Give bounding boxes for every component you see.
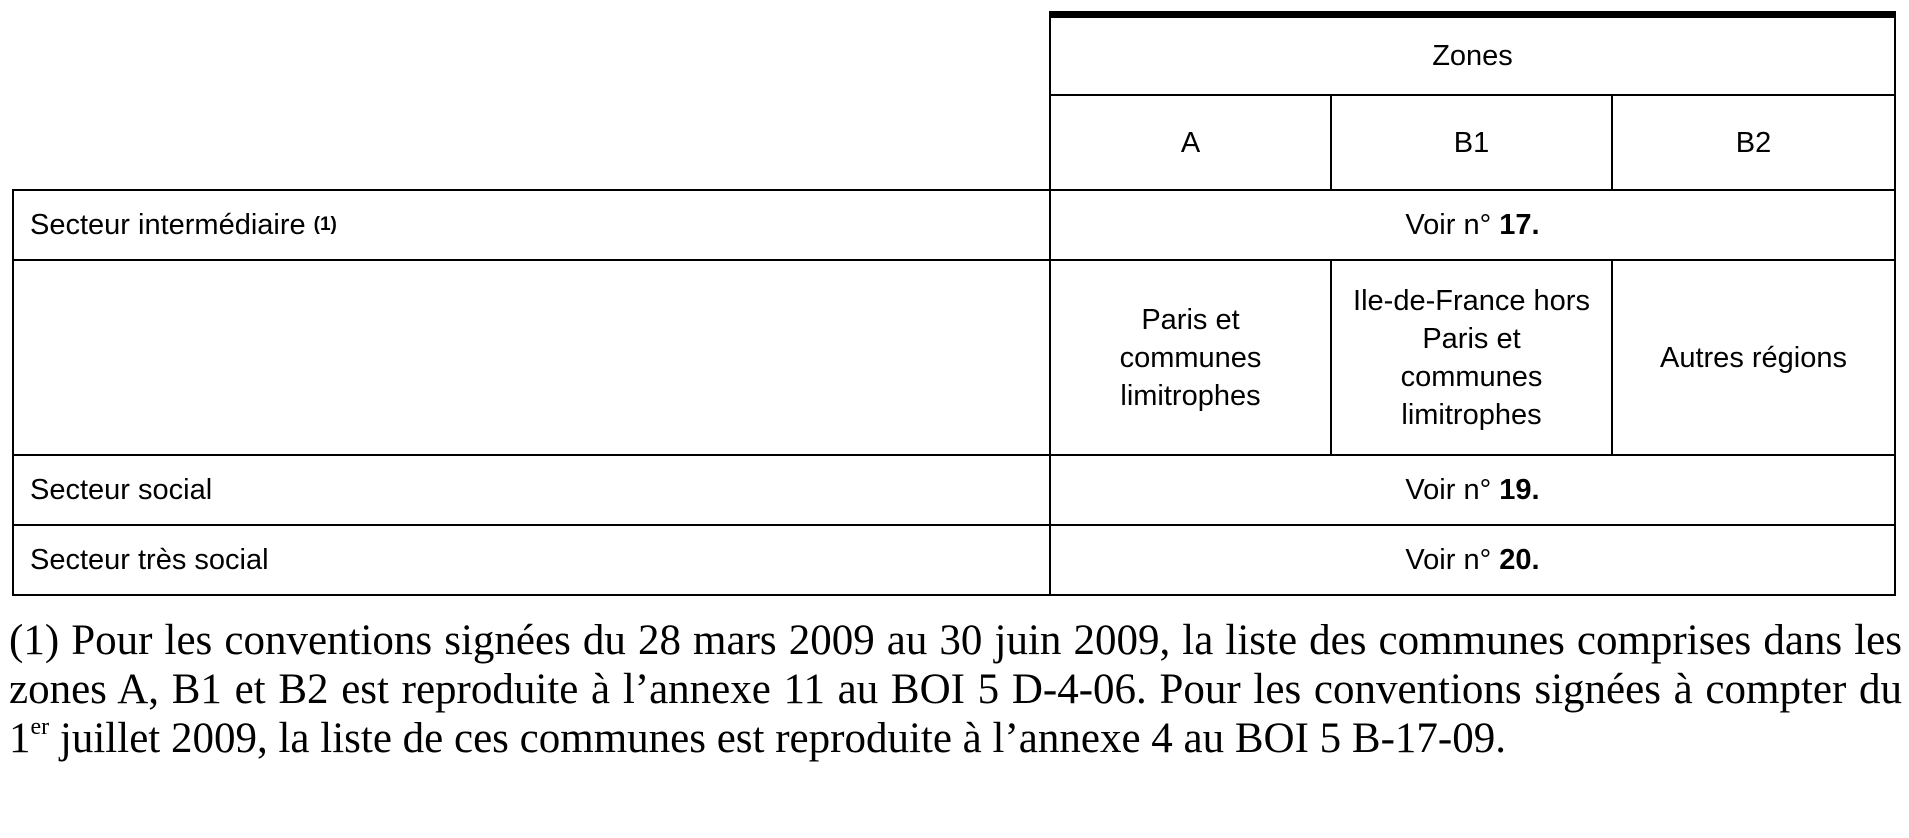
row-label-secteur-social: Secteur social bbox=[30, 474, 213, 506]
row-label-secteur-tres-social: Secteur très social bbox=[30, 544, 269, 576]
area-paris bbox=[1051, 261, 1330, 454]
area-autres-regions bbox=[1613, 261, 1894, 454]
table-vline bbox=[1894, 11, 1896, 596]
voir-ref: 17. bbox=[1499, 209, 1540, 241]
area-text: Ile-de-France hors Paris et communes limitrophes bbox=[1353, 284, 1590, 431]
zones-header: Zones bbox=[1432, 40, 1513, 72]
table-hline bbox=[12, 594, 1896, 596]
row-label-empty bbox=[14, 261, 1049, 454]
footnote-superscript: er bbox=[30, 714, 50, 740]
voir-ref: 20. bbox=[1499, 544, 1540, 576]
voir-prefix: Voir n° bbox=[1405, 209, 1492, 241]
zone-column-a: A bbox=[1180, 126, 1201, 159]
zone-column-b1: B1 bbox=[1453, 126, 1490, 159]
area-text: Autres régions bbox=[1660, 341, 1847, 374]
footnote-text-part2: juillet 2009, la liste de ces communes est reproduite à l’annexe 4 au BOI 5 B-17-09. bbox=[49, 715, 1506, 762]
row-value-secteur-social bbox=[1051, 456, 1894, 524]
footnote bbox=[9, 616, 1902, 763]
footnote-text-part1: (1) Pour les conventions signées du 28 mars 2009 au 30 juin 2009, la liste des communes comprises dans les zones A, B1 et B2 est reproduite à l’annexe 11 au BOI 5 D-4-06. Pour les conventions signées à compter du 1 bbox=[9, 617, 1902, 762]
zone-column-b2: B2 bbox=[1735, 126, 1772, 159]
footnote-marker: (1) bbox=[313, 214, 337, 235]
row-label-secteur-intermediaire bbox=[14, 191, 1049, 259]
table-top-rule bbox=[1051, 11, 1896, 18]
voir-prefix: Voir n° bbox=[1405, 544, 1492, 576]
area-ile-de-france bbox=[1332, 261, 1611, 454]
row-value-secteur-tres-social bbox=[1051, 526, 1894, 594]
area-text: Paris et communes limitrophes bbox=[1119, 303, 1262, 412]
voir-prefix: Voir n° bbox=[1405, 474, 1492, 506]
row-value-secteur-intermediaire bbox=[1051, 191, 1894, 259]
row-label-text: Secteur intermédiaire bbox=[30, 209, 306, 241]
voir-ref: 19. bbox=[1499, 474, 1540, 506]
